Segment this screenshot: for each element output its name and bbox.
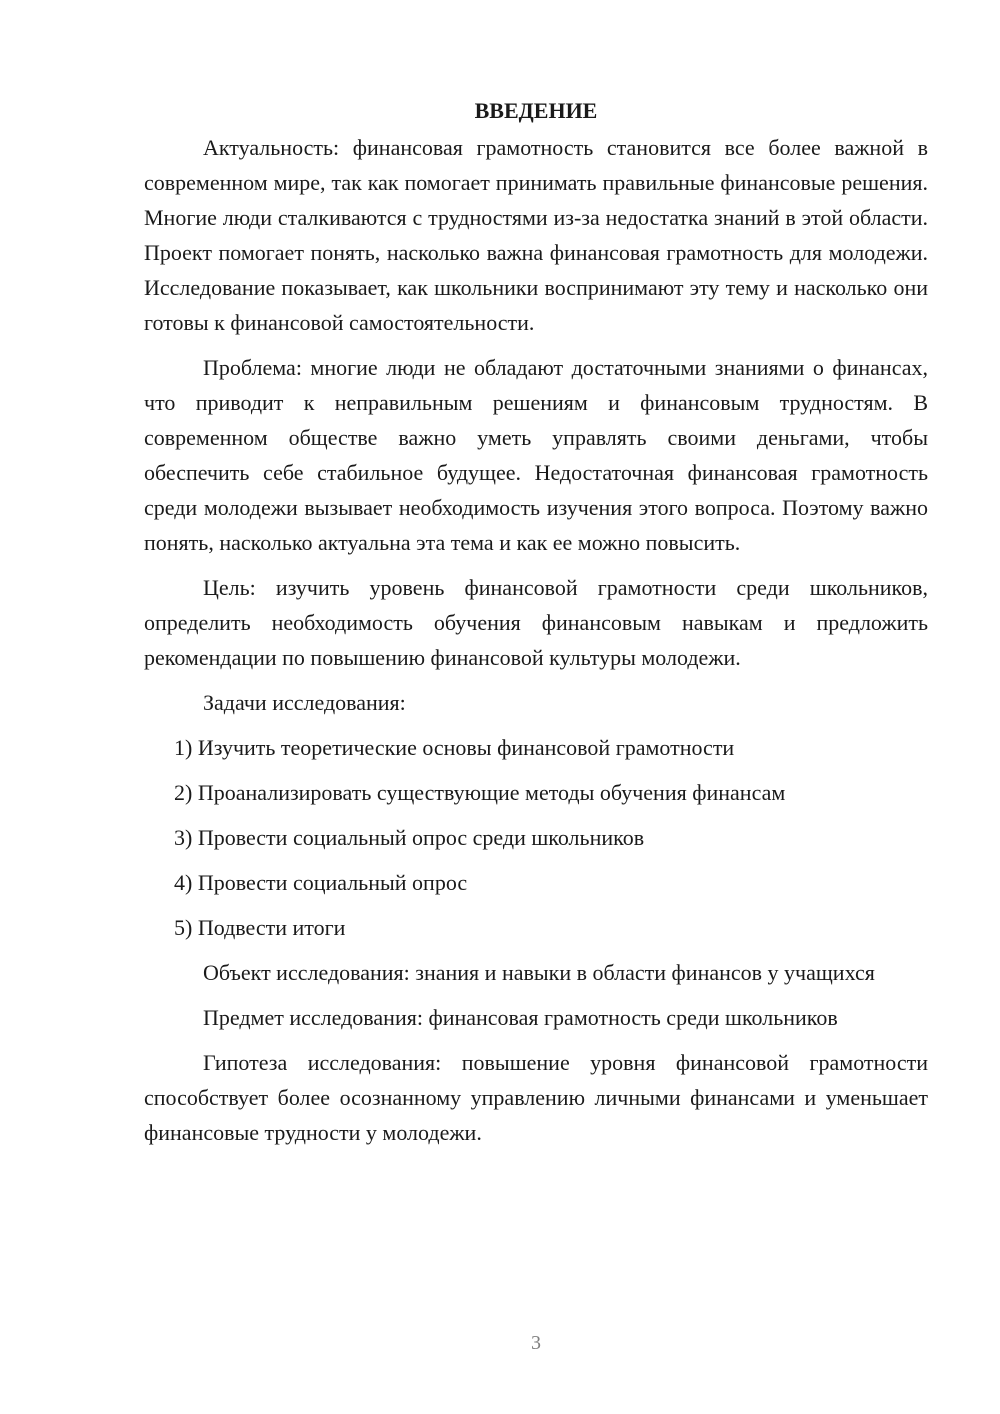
list-item: 1) Изучить теоретические основы финансовой грамотности [174, 735, 735, 760]
tasks-heading: Задачи исследования: [203, 690, 406, 715]
page-title: ВВЕДЕНИЕ [474, 98, 598, 123]
list-item: 4) Провести социальный опрос [174, 870, 468, 895]
tasks-list [144, 730, 928, 945]
problem-paragraph: Проблема: многие люди не обладают достаточными знаниями о финансах, что приводит к неправильным решениям и финансовым трудностям. В современном обществе важно уметь управлять своими деньгами, чтобы обеспечить себе стабильное будущее. Недостаточная финансовая грамотность среди молодежи вызывает необходимость изучения этого вопроса. Поэтому важно понять, насколько актуальна эта тема и как ее можно повысить. [144, 355, 928, 555]
page-content [144, 92, 928, 1160]
relevance-paragraph: Актуальность: финансовая грамотность становится все более важной в современном мире, так как помогает принимать правильные финансовые решения. Многие люди сталкиваются с трудностями из-за недостатка знаний в этой области. Проект помогает понять, насколько важна финансовая грамотность для молодежи. Исследование показывает, как школьники воспринимают эту тему и насколько они готовы к финансовой самостоятельности. [144, 135, 928, 335]
list-item: 2) Проанализировать существующие методы обучения финансам [174, 780, 786, 805]
subject-paragraph: Предмет исследования: финансовая грамотность среди школьников [203, 1005, 838, 1030]
goal-paragraph: Цель: изучить уровень финансовой грамотности среди школьников, определить необходимость обучения финансовым навыкам и предложить рекомендации по повышению финансовой культуры молодежи. [144, 575, 928, 670]
list-item: 3) Провести социальный опрос среди школьников [174, 825, 645, 850]
list-item: 5) Подвести итоги [174, 915, 346, 940]
page-number: 3 [531, 1332, 541, 1354]
object-paragraph: Объект исследования: знания и навыки в области финансов у учащихся [203, 960, 875, 985]
hypothesis-paragraph: Гипотеза исследования: повышение уровня финансовой грамотности способствует более осознанному управлению личными финансами и уменьшает финансовые трудности у молодежи. [144, 1050, 928, 1145]
